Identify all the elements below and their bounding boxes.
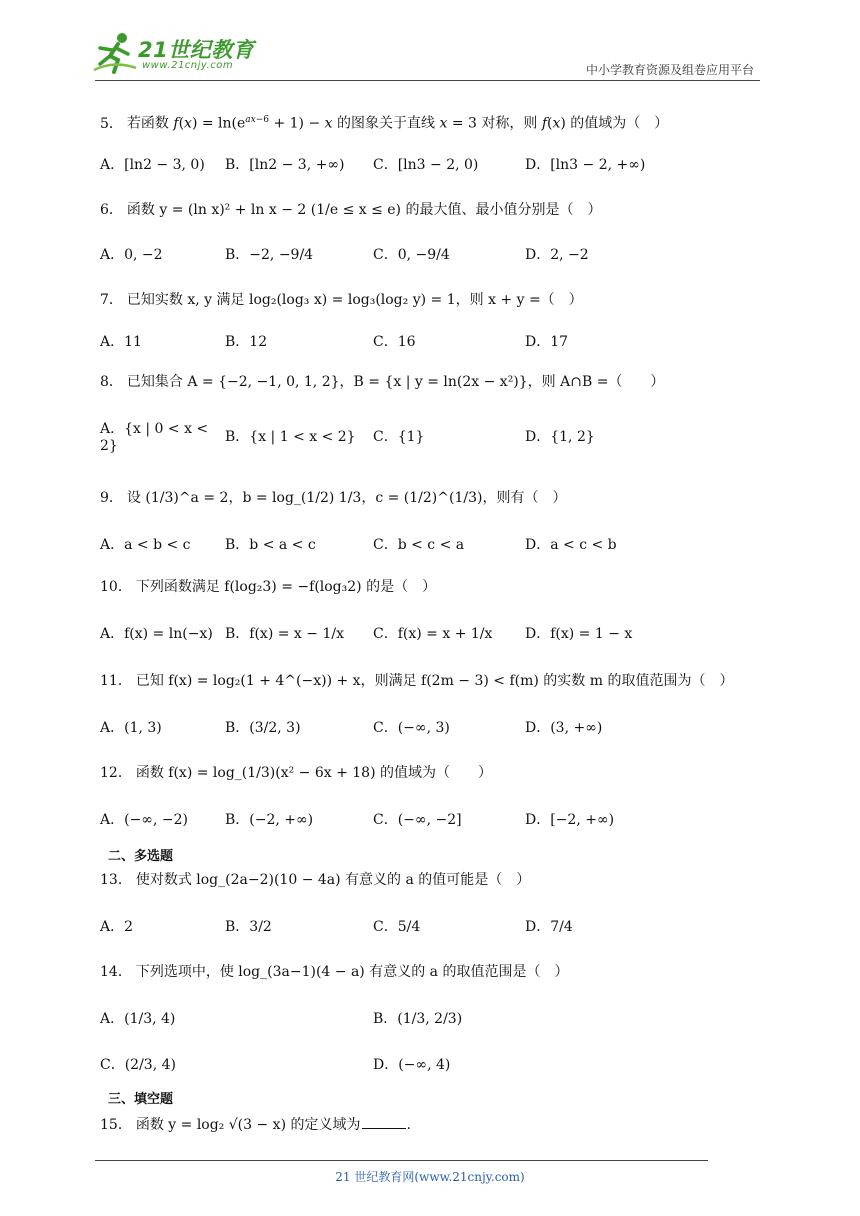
question-8-options <box>100 418 760 454</box>
option-a[interactable]: A．0, −2 <box>100 246 163 263</box>
option-a[interactable]: A．[ln2 − 3, 0) <box>100 156 205 173</box>
question-9-options <box>100 534 760 554</box>
question-stem: 已知实数 x, y 满足 log₂(log₃ x) = log₃(log₂ y) = 1，则 x + y =（ ） <box>126 291 583 308</box>
option-b[interactable]: B．−2, −9/4 <box>225 246 314 263</box>
option-d[interactable]: D．2, −2 <box>525 246 589 263</box>
question-14-options-row1 <box>100 1008 760 1028</box>
option-c[interactable]: C．5/4 <box>373 918 421 935</box>
option-b[interactable]: B．(−2, +∞) <box>225 811 314 828</box>
option-b[interactable]: B．b < a < c <box>225 536 316 553</box>
question-7-options <box>100 331 760 351</box>
option-b[interactable]: B．f(x) = x − 1/x <box>225 625 344 642</box>
question-number: 11． <box>100 672 132 689</box>
footer-divider <box>95 1160 708 1161</box>
question-number: 15． <box>100 1116 132 1133</box>
option-b[interactable]: B．[ln2 − 3, +∞) <box>225 156 345 173</box>
question-number: 8． <box>100 373 123 390</box>
question-stem: 下列选项中，使 log_(3a−1)(4 − a) 有意义的 a 的取值范围是（ ） <box>135 963 569 980</box>
option-d[interactable]: D．a < c < b <box>525 536 617 553</box>
option-d[interactable]: D．f(x) = 1 − x <box>525 625 633 642</box>
option-c[interactable]: C．(−∞, 3) <box>373 719 450 736</box>
question-tail: . <box>406 1116 411 1133</box>
option-b[interactable]: B．3/2 <box>225 918 272 935</box>
question-number: 6． <box>100 201 123 218</box>
question-13 <box>100 870 760 890</box>
question-number: 7． <box>100 291 123 308</box>
option-d[interactable]: D．(−∞, 4) <box>373 1056 451 1073</box>
page-header <box>0 0 860 80</box>
option-c[interactable]: C．{1} <box>373 428 425 445</box>
option-b[interactable]: B．(1/3, 2/3) <box>373 1010 463 1027</box>
question-14-options-row2 <box>100 1054 760 1074</box>
platform-title: 中小学教育资源及组卷应用平台 <box>585 63 754 77</box>
question-12 <box>100 763 760 783</box>
option-a[interactable]: A．2 <box>100 918 134 935</box>
option-d[interactable]: D．(3, +∞) <box>525 719 603 736</box>
option-b[interactable]: B．12 <box>225 333 268 350</box>
option-d[interactable]: D．{1, 2} <box>525 428 595 445</box>
page-footer: 21 世纪教育网(www.21cnjy.com) <box>335 1170 525 1184</box>
option-c[interactable]: C．b < c < a <box>373 536 465 553</box>
option-a[interactable]: A．(1/3, 4) <box>100 1010 176 1027</box>
answer-blank[interactable] <box>362 1128 406 1129</box>
option-a[interactable]: A．a < b < c <box>100 536 191 553</box>
question-number: 9． <box>100 489 123 506</box>
option-c[interactable]: C．(−∞, −2] <box>373 811 462 828</box>
option-b[interactable]: B．(3/2, 3) <box>225 719 301 736</box>
question-8 <box>100 372 760 392</box>
logo-url: www.21cnjy.com <box>142 60 234 71</box>
question-stem: 下列函数满足 f(log₂3) = −f(log₃2) 的是（ ） <box>135 578 437 595</box>
section-heading-fill-in: 三、填空题 <box>108 1091 174 1107</box>
site-logo <box>92 30 292 80</box>
question-number: 13． <box>100 871 132 888</box>
logo-text: 21世纪教育 <box>138 38 255 62</box>
question-stem: 函数 y = log₂ √(3 − x) 的定义域为 <box>135 1116 361 1133</box>
question-13-options <box>100 916 760 936</box>
option-c[interactable]: C．0, −9/4 <box>373 246 450 263</box>
question-number: 12． <box>100 764 132 781</box>
option-c[interactable]: C．16 <box>373 333 416 350</box>
option-d[interactable]: D．[−2, +∞) <box>525 811 615 828</box>
option-a[interactable]: A．(1, 3) <box>100 719 162 736</box>
option-d[interactable]: D．7/4 <box>525 918 573 935</box>
question-number: 5． <box>100 115 123 132</box>
question-stem: 函数 f(x) = log_(1/3)(x² − 6x + 18) 的值域为（ ） <box>135 764 492 781</box>
question-14 <box>100 962 760 982</box>
option-c[interactable]: C．f(x) = x + 1/x <box>373 625 493 642</box>
option-c[interactable]: C．[ln3 − 2, 0) <box>373 156 479 173</box>
question-number: 14． <box>100 963 132 980</box>
question-stem: 使对数式 log_(2a−2)(10 − 4a) 有意义的 a 的值可能是（ ） <box>135 871 531 888</box>
question-5: 5． 若函数 $f(x) = \ln(e^{ax-6} + 1) - x$ 的图象关于直线 x = 3 对称，则 f(x) 的值域为（ ） <box>100 115 669 132</box>
option-a[interactable]: A．11 <box>100 333 142 350</box>
question-15 <box>100 1115 760 1135</box>
question-11-options <box>100 717 760 737</box>
question-9 <box>100 488 760 508</box>
question-stem: 函数 y = (ln x)² + ln x − 2 (1/e ≤ x ≤ e) 的最大值、最小值分别是（ ） <box>126 201 602 218</box>
question-11 <box>100 671 760 691</box>
option-c[interactable]: C．(2/3, 4) <box>100 1056 176 1073</box>
question-7 <box>100 290 760 310</box>
option-d[interactable]: D．[ln3 − 2, +∞) <box>525 156 646 173</box>
question-stem: 已知 f(x) = log₂(1 + 4^(−x)) + x，则满足 f(2m − 3) < f(m) 的实数 m 的取值范围为（ ） <box>135 672 734 689</box>
question-10-options <box>100 623 760 643</box>
question-6 <box>100 200 760 220</box>
question-12-options <box>100 809 760 829</box>
header-divider <box>95 80 760 81</box>
section-heading-multiple-choice: 二、多选题 <box>108 848 174 864</box>
question-6-options <box>100 244 760 264</box>
exam-content <box>100 104 760 1135</box>
option-b[interactable]: B．{x | 1 < x < 2} <box>225 428 356 445</box>
option-a[interactable]: A．f(x) = ln(−x) <box>100 625 213 642</box>
question-number: 10． <box>100 578 132 595</box>
question-10 <box>100 577 760 597</box>
runner-logo-icon <box>92 30 138 76</box>
option-a[interactable]: A．{x | 0 < x < 2} <box>100 420 209 454</box>
question-5-options <box>100 154 760 174</box>
question-stem: 已知集合 A = {−2, −1, 0, 1, 2}，B = {x | y = ln(2x − x²)}，则 A∩B =（ ） <box>126 373 665 390</box>
option-a[interactable]: A．(−∞, −2) <box>100 811 188 828</box>
option-d[interactable]: D．17 <box>525 333 569 350</box>
question-stem: 设 (1/3)^a = 2，b = log_(1/2) 1/3，c = (1/2)^(1/3)，则有（ ） <box>126 489 567 506</box>
